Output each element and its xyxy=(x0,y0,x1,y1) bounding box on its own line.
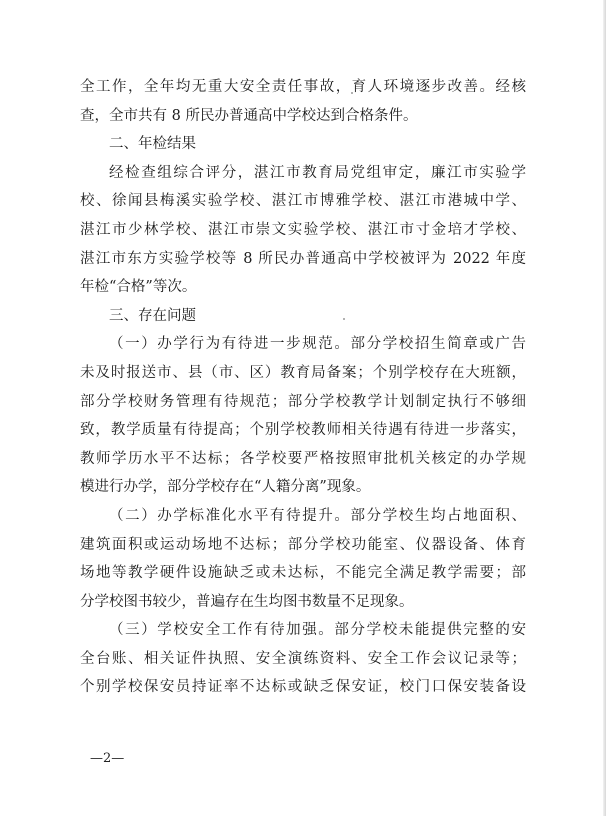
text-line: 湛江市少林学校、湛江市崇文实验学校、湛江市寸金培才学校、 xyxy=(80,221,526,238)
text-line: （二）办学标准化水平有待提升。部分学校生均占地面积、 xyxy=(109,507,526,524)
text-line: 建筑面积或运动场地不达标；部分学校功能室、仪器设备、体育 xyxy=(80,536,526,553)
section-heading-problems: 三、存在问题 xyxy=(109,307,196,324)
paragraph-problem-3 xyxy=(80,616,526,702)
text-line: 湛江市东方实验学校等 8 所民办普通高中学校被评为 2022 年度 xyxy=(80,250,526,267)
paragraph-problem-1 xyxy=(80,330,526,502)
document-body xyxy=(80,73,526,702)
page-number: —2— xyxy=(90,751,125,766)
text-line: 年检“合格”等次。 xyxy=(80,279,197,296)
text-line: 全工作，全年均无重大安全责任事故，育人环境逐步改善。经核 xyxy=(80,79,526,95)
text-line: （一）办学行为有待进一步规范。部分学校招生简章或广告 xyxy=(109,336,526,353)
paragraph-problem-2 xyxy=(80,502,526,616)
text-line: 场地等教学硬件设施缺乏或未达标，不能完全满足教学需要；部 xyxy=(80,565,526,582)
text-line: 个别学校保安员持证率不达标或缺乏保安证，校门口保安装备设 xyxy=(80,679,526,696)
text-line: 致，教学质量有待提高；个别学校教师相关待遇有待进一步落实， xyxy=(80,422,526,439)
text-line: 部分学校财务管理有待规范；部分学校教学计划制定执行不够细 xyxy=(80,393,526,410)
text-line: 经检查组综合评分，湛江市教育局党组审定，廉江市实验学 xyxy=(109,164,526,181)
text-line: 分学校图书较少，普遍存在生均图书数量不足现象。 xyxy=(80,593,414,610)
section-heading-results: 二、年检结果 xyxy=(109,136,196,153)
paragraph-results xyxy=(80,159,526,302)
text-line: 校、徐闻县梅溪实验学校、湛江市博雅学校、湛江市港城中学、 xyxy=(80,193,526,210)
text-line: 查，全市共有 8 所民办普通高中学校达到合格条件。 xyxy=(80,107,418,124)
text-line: 全台账、相关证件执照、安全演练资料、安全工作会议记录等； xyxy=(80,650,526,667)
text-line: 模进行办学，部分学校存在“人籍分离”现象。 xyxy=(80,479,371,496)
paragraph-intro xyxy=(80,73,526,130)
text-line: （三）学校安全工作有待加强。部分学校未能提供完整的安 xyxy=(109,622,526,639)
text-line: 未及时报送市、县（市、区）教育局备案；个别学校存在大班额， xyxy=(80,364,526,381)
text-line: 教师学历水平不达标；各学校要严格按照审批机关核定的办学规 xyxy=(80,450,526,467)
